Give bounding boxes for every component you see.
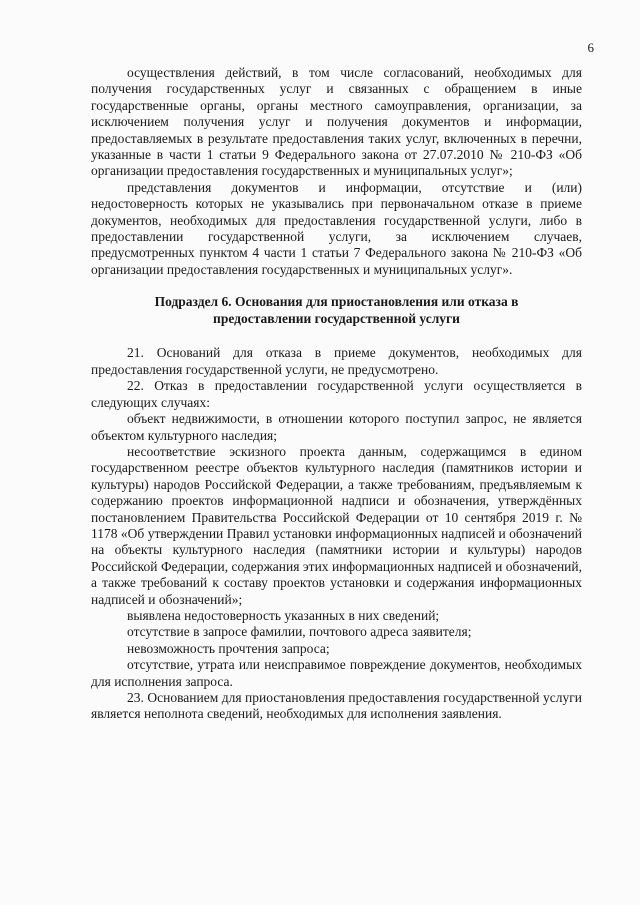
paragraph: 22. Отказ в предоставлении государственной услуги осуществляется в следующих случаях: [91, 378, 582, 410]
paragraph: представления документов и информации, отсутствие и (или) недостоверность которых не указывались при первоначальном отказе в приеме документов, необходимых для предоставления государственной услуги, либо в предоставлении государственной услуги, за исключением случаев, предусмотренных пунктом 4 части 1 статьи 7 Федерального закона № 210-ФЗ «Об организации предоставления государственных и муниципальных услуг». [91, 179, 582, 277]
subsection-title-line: предоставлении государственной услуги [213, 310, 460, 326]
paragraph: 21. Оснований для отказа в приеме документов, необходимых для предоставления государственной услуги, не предусмотрено. [91, 345, 582, 377]
page-number: 6 [587, 40, 594, 55]
list-item: невозможность прочтения запроса; [127, 640, 330, 656]
list-item: отсутствие, утрата или неисправимое повреждение документов, необходимых для исполнения запроса. [91, 657, 582, 689]
document-body [91, 65, 582, 723]
paragraph: 23. Основанием для приостановления предоставления государственной услуги является неполнота сведений, необходимых для исполнения заявления. [91, 690, 582, 722]
list-item: объект недвижимости, в отношении которого поступил запрос, не является объектом культурного наследия; [91, 411, 582, 443]
list-item: отсутствие в запросе фамилии, почтового адреса заявителя; [127, 624, 472, 640]
list-item: несоответствие эскизного проекта данным, содержащимся в едином государственном реестре объектов культурного наследия (памятников истории и культуры) народов Российской Федерации, а также требованиям, предъявляемым к содержанию проектов информационной надписи и обозначения, утверждённых постановлением Правительства Российской Федерации от 10 сентября 2019 г. № 1178 «Об утверждении Правил установки информационных надписей и обозначений на объекты культурного наследия (памятники истории и культуры) народов Российской Федерации, содержания этих информационных надписей и обозначений, а также требований к составу проектов установки и содержания информационных надписей и обозначений»; [91, 443, 582, 607]
subsection-title-line: Подраздел 6. Основания для приостановления или отказа в [154, 294, 519, 310]
subsection-title [91, 294, 582, 327]
list-item: выявлена недостоверность указанных в них сведений; [127, 607, 440, 623]
paragraph: осуществления действий, в том числе согласований, необходимых для получения государственных услуг и связанных с обращением в иные государственные органы, органы местного самоуправления, организации, за исключением получения услуг и получения документов и информации, предоставляемых в результате предоставления таких услуг, включенных в перечни, указанные в части 1 статьи 9 Федерального закона от 27.07.2010 № 210-ФЗ «Об организации предоставления государственных и муниципальных услуг»; [91, 65, 582, 179]
